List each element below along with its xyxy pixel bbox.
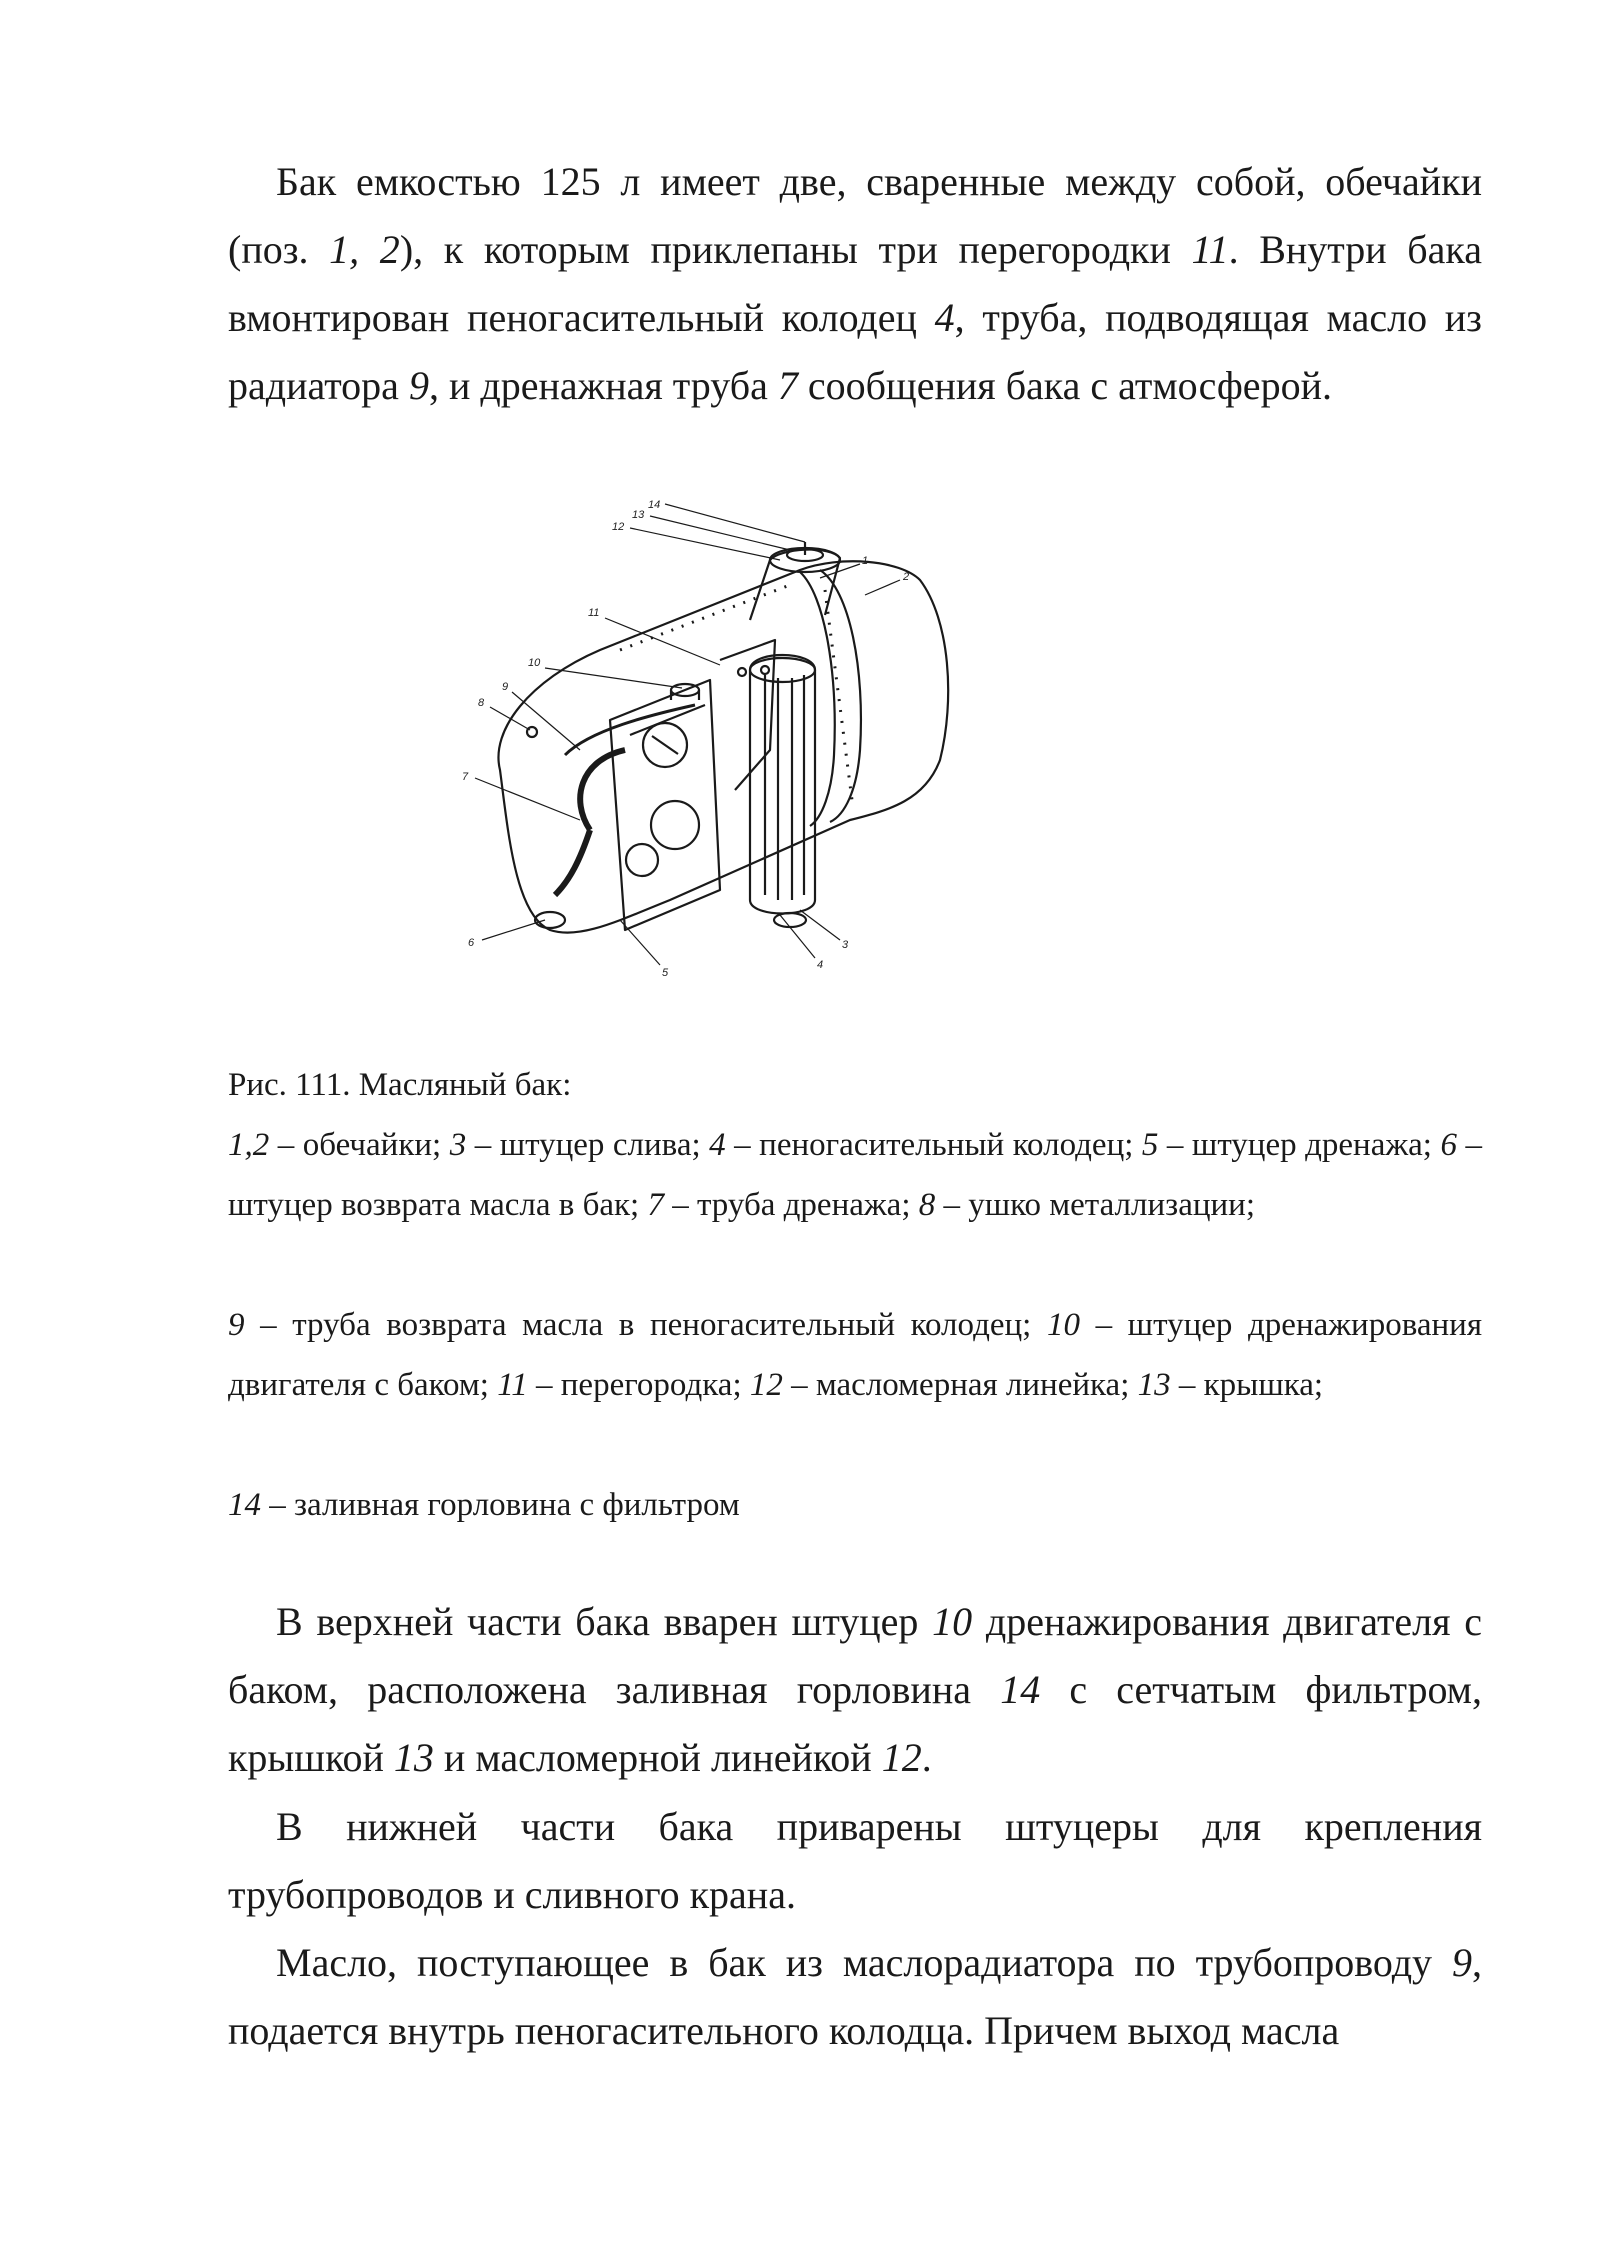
text-run: – пеногасительный колодец; (725, 1127, 1142, 1163)
figure-label-3: 3 (842, 939, 849, 951)
ref-number: 1, 2 (329, 227, 400, 272)
ref-number: 11 (1191, 227, 1229, 272)
ref-number: 13 (1137, 1367, 1171, 1403)
figure-label-14: 14 (648, 500, 661, 511)
figure-label-7: 7 (462, 771, 469, 783)
figure-label-13: 13 (632, 509, 645, 521)
ref-number: 11 (497, 1367, 528, 1403)
ref-number: 9 (228, 1307, 245, 1343)
figure-caption-legend-2 (228, 1295, 1482, 1415)
text-run: – труба возврата масла в пеногасительный колодец; (244, 1307, 1047, 1343)
ref-number: 13 (393, 1735, 434, 1780)
text-run: – штуцер дренажирования двигателя с баком; (228, 1307, 1483, 1403)
text-run: дренажирования двигателя с баком, расположена заливная горловина (228, 1599, 1482, 1712)
text-run: ), к которым приклепаны три перегородки (399, 227, 1192, 272)
figure-label-2: 2 (903, 571, 910, 583)
ref-number: 4 (709, 1127, 726, 1163)
text-run: Бак емкостью 125 л имеет две, сваренные между собой, обечайки (поз. (228, 159, 1482, 272)
text-run: – заливная горловина с фильтром (261, 1487, 740, 1523)
text-run: – штуцер возврата масла в бак; (228, 1127, 1482, 1223)
figure-caption-title: Рис. 111. Масляный бак: (228, 1067, 572, 1103)
ref-number: 3 (449, 1127, 467, 1163)
text-run: , подается внутрь пеногасительного колодца. Причем выход масла (228, 1940, 1482, 2053)
figure-label-1: 1 (862, 555, 869, 567)
ref-number: 7 (647, 1187, 664, 1223)
ref-number: 10 (1046, 1307, 1080, 1343)
text-run: В верхней части бака вварен штуцер (276, 1599, 933, 1644)
figure-label-9: 9 (502, 681, 509, 693)
text-run: – обечайки; (269, 1127, 450, 1163)
figure-caption-legend-3 (228, 1475, 1482, 1535)
ref-number: 8 (918, 1187, 936, 1223)
figure-label-5: 5 (662, 967, 669, 979)
ref-number: 12 (881, 1735, 922, 1780)
ref-number: 12 (749, 1367, 783, 1403)
text-run: сообщения бака с атмосферой. (797, 363, 1332, 408)
ref-number: 9 (1452, 1940, 1472, 1985)
ref-number: 14 (1000, 1667, 1041, 1712)
text-run: , труба, подводящая масло из радиатора (228, 295, 1482, 408)
ref-number: 6 (1440, 1127, 1457, 1163)
ref-number: 10 (932, 1599, 973, 1644)
text-run: – штуцер слива; (466, 1127, 710, 1163)
text-run: В нижней части бака приварены штуцеры для крепления трубопроводов и сливного крана. (228, 1804, 1482, 1917)
text-run: и масломерной линейкой (433, 1735, 882, 1780)
figure-label-11: 11 (588, 607, 600, 619)
text-run: Масло, поступающее в бак из маслорадиатора по трубопроводу (276, 1940, 1452, 1985)
figure-label-6: 6 (468, 937, 475, 949)
text-run: . Внутри бака вмонтирован пеногасительный колодец (228, 227, 1482, 340)
text-run: – штуцер дренажа; (1158, 1127, 1441, 1163)
text-run: . (921, 1735, 932, 1780)
figure-label-8: 8 (478, 697, 485, 709)
ref-number: 14 (228, 1487, 261, 1523)
paragraph-tank-description (228, 148, 1482, 420)
text-run: – крышка; (1170, 1367, 1324, 1403)
figure-label-4: 4 (817, 959, 824, 971)
paragraph-lower-part (228, 1793, 1482, 1929)
paragraph-upper-part (228, 1588, 1482, 1792)
text-run: – масломерная линейка; (782, 1367, 1138, 1403)
oil-tank-illustration (420, 500, 980, 1000)
ref-number: 7 (777, 363, 798, 408)
figure-label-10: 10 (528, 657, 541, 669)
figure-caption-legend-1 (228, 1115, 1482, 1235)
text-run: – ушко металлизации; (935, 1187, 1255, 1223)
text-run: с сетчатым фильтром, крышкой (228, 1667, 1482, 1780)
ref-number: 1,2 (228, 1127, 270, 1163)
text-run: , и дренажная труба (428, 363, 778, 408)
ref-number: 9 (408, 363, 429, 408)
text-run: – перегородка; (527, 1367, 750, 1403)
ref-number: 5 (1141, 1127, 1159, 1163)
paragraph-oil-flow (228, 1929, 1482, 2065)
ref-number: 4 (934, 295, 955, 340)
text-run: – труба дренажа; (663, 1187, 919, 1223)
figure-label-12: 12 (612, 521, 625, 533)
